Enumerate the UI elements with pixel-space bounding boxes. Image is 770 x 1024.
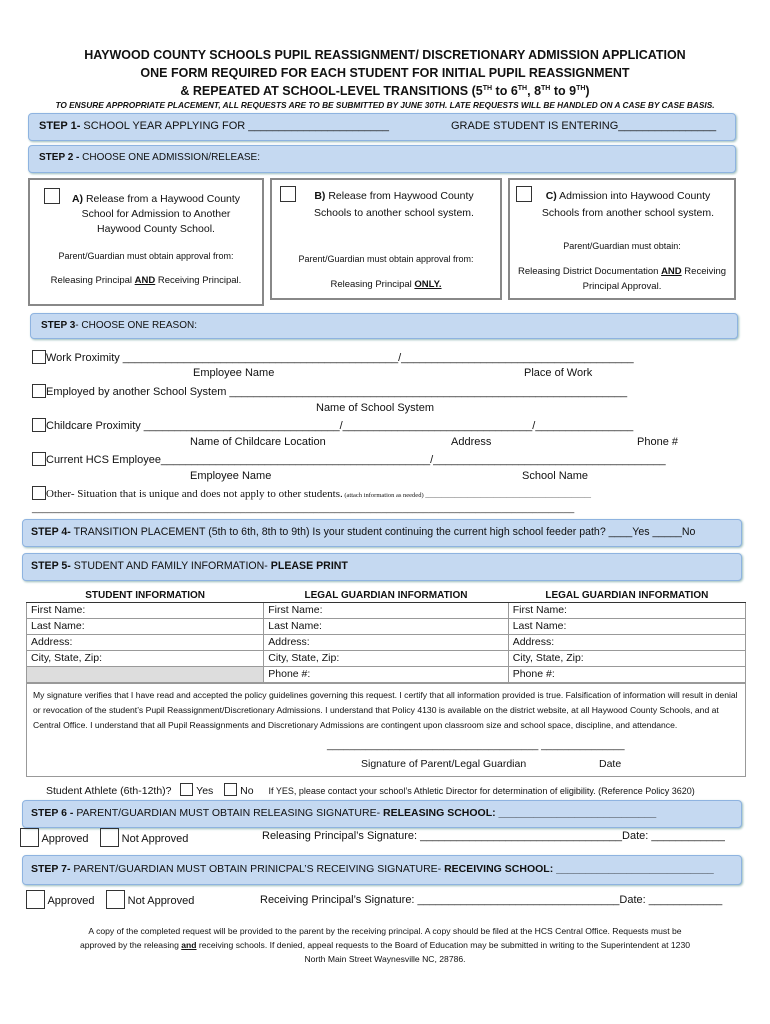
step7-label: STEP 7- PARENT/GUARDIAN MUST OBTAIN PRINICPAL’S RECEIVING SIGNATURE- RECEIVING SCHOOL: ___________________________: [31, 863, 714, 875]
step6-label: STEP 6 - PARENT/GUARDIAN MUST OBTAIN RELEASING SIGNATURE- RELEASING SCHOOL: ___________________________: [31, 807, 657, 819]
step6-approved-checkbox[interactable]: [20, 828, 39, 847]
step4-question: STEP 4- TRANSITION PLACEMENT (5th to 6th, 8th to 9th) Is your student continuing the current high school feeder path? ____Yes _____No: [31, 526, 696, 538]
option-c-title: C) Admission into Haywood County Schools from another school system.: [541, 190, 715, 219]
option-b-approval: Releasing Principal ONLY.: [330, 279, 442, 290]
step5-bar: [22, 553, 742, 581]
header-guardian-info-1: LEGAL GUARDIAN INFORMATION: [264, 589, 508, 603]
table-row: City, State, Zip: City, State, Zip: City, State, Zip:: [27, 651, 746, 667]
caption-phone: Phone #: [637, 436, 678, 448]
form-subtitle: ONE FORM REQUIRED FOR EACH STUDENT FOR INITIAL PUPIL REASSIGNMENT: [140, 66, 630, 80]
option-b-box: [270, 178, 502, 300]
option-c-note: Parent/Guardian must obtain:: [563, 241, 681, 251]
athlete-no-checkbox[interactable]: [224, 783, 237, 796]
option-a-note: Parent/Guardian must obtain approval from:: [58, 251, 234, 261]
receiving-principal-signature[interactable]: Receiving Principal’s Signature: _________________________________Date: ____________: [260, 894, 723, 906]
step6-approval-row: Approved Not Approved: [20, 828, 188, 847]
signature-box: [26, 683, 746, 777]
reason-employed-other-system[interactable]: Employed by another School System _________________________________________________________________: [32, 384, 627, 398]
step6-bar: [22, 800, 742, 828]
header-student-info: STUDENT INFORMATION: [27, 589, 264, 603]
certification-statement: My signature verifies that I have read and accepted the policy guidelines governing this request. I certify that all information provided is true. Falsification of information will result in denial or revocation of the student’s Pupil Reassignment/Discretionary Admissions. I understand that Policy 4130 is available on the district website, at all Haywood County Schools, and at Central Office. I understand that all Pupil Reassignments and Discretionary Admissions are contingent upon classroom size and school space, discipline, and attendance.: [33, 690, 738, 730]
student-athlete-row: Student Athlete (6th-12th)? Yes No If YES, please contact your school’s Athletic Director for determination of eligibility. (Reference Policy 3620): [46, 785, 695, 797]
step2-bar: [28, 145, 736, 173]
option-a-approval: Releasing Principal AND Receiving Principal.: [50, 275, 242, 286]
grade-entering[interactable]: GRADE STUDENT IS ENTERING________________: [451, 120, 717, 132]
step5-label: STEP 5- STUDENT AND FAMILY INFORMATION- PLEASE PRINT: [31, 560, 348, 572]
form-title: HAYWOOD COUNTY SCHOOLS PUPIL REASSIGNMENT/ DISCRETIONARY ADMISSION APPLICATION: [84, 48, 686, 62]
caption-childcare-location: Name of Childcare Location: [190, 436, 326, 448]
table-row: Phone #: Phone #:: [27, 667, 746, 683]
step7-not-approved-checkbox[interactable]: [106, 890, 125, 909]
option-a-title: A) Release from a Haywood County School for Admission to Another Haywood County School.: [71, 193, 241, 235]
reason-work-proximity[interactable]: Work Proximity _____________________________________________/______________________________________: [32, 350, 634, 364]
option-a-checkbox[interactable]: [44, 188, 60, 204]
reason-childcare-proximity[interactable]: Childcare Proximity ________________________________/_______________________________/________________: [32, 418, 633, 432]
reason-other[interactable]: Other- Situation that is unique and does not apply to other students. (attach information as needed) ___________________________________________________: [32, 486, 591, 500]
reason-hcs-employee[interactable]: Current HCS Employee____________________________________________/______________________________________: [32, 452, 666, 466]
option-b-title: B) Release from Haywood County Schools to another school system.: [314, 190, 474, 219]
option-c-box: [508, 178, 736, 300]
option-b-note: Parent/Guardian must obtain approval from:: [298, 254, 474, 264]
step3-bar: [30, 313, 738, 339]
table-row: First Name: First Name: First Name:: [27, 603, 746, 619]
signature-label: Signature of Parent/Legal Guardian: [361, 758, 527, 770]
option-c-approval: Releasing District Documentation AND Receiving Principal Approval.: [517, 266, 727, 292]
step1-bar: [28, 113, 736, 141]
step6-not-approved-checkbox[interactable]: [100, 828, 119, 847]
caption-place-of-work: Place of Work: [524, 367, 593, 379]
footer-note: A copy of the completed request will be provided to the parent by the receiving principal. A copy should be filed at the HCS Central Office. Requests must be approved by the releasing and receiving schools. If denied, appeal requests to the Board of Education may be submitted in writing to the Superintendent at 1230 North Main Street Waynesville NC, 28786.: [79, 926, 691, 964]
athlete-note: If YES, please contact your school’s Athletic Director for determination of eligibility. (Reference Policy 3620): [268, 786, 695, 796]
athlete-yes-checkbox[interactable]: [180, 783, 193, 796]
caption-address: Address: [451, 436, 492, 448]
step4-bar: [22, 519, 742, 547]
caption-hcs-employee-name: Employee Name: [190, 470, 272, 482]
athlete-question: Student Athlete (6th-12th)?: [46, 785, 172, 797]
option-a-box: [28, 178, 264, 306]
releasing-principal-signature[interactable]: Releasing Principal’s Signature: _________________________________Date: ____________: [262, 830, 725, 842]
family-info-table: [26, 589, 746, 683]
date-label: Date: [599, 758, 622, 770]
header-guardian-info-2: LEGAL GUARDIAN INFORMATION: [508, 589, 745, 603]
caption-school-name: School Name: [522, 470, 589, 482]
caption-employee-name: Employee Name: [193, 367, 275, 379]
signature-line[interactable]: ______________________________________ _______________: [327, 740, 625, 751]
table-row: Address: Address: Address:: [27, 635, 746, 651]
deadline-notice: TO ENSURE APPROPRIATE PLACEMENT, ALL REQUESTS ARE TO BE SUBMITTED BY JUNE 30TH. LATE REQUESTS WILL BE HANDLED ON A CASE BY CASE BASIS.: [55, 100, 715, 110]
option-b-checkbox[interactable]: [280, 186, 296, 202]
form-subtitle-2: & REPEATED AT SCHOOL-LEVEL TRANSITIONS (5TH to 6TH, 8TH to 9TH): [180, 84, 590, 98]
table-row: Last Name: Last Name: Last Name:: [27, 619, 746, 635]
step3-label: STEP 3- CHOOSE ONE REASON:: [41, 320, 197, 331]
step7-bar: [22, 855, 742, 885]
step1-label: STEP 1- SCHOOL YEAR APPLYING FOR _______________________: [39, 120, 389, 132]
step7-approved-checkbox[interactable]: [26, 890, 45, 909]
step7-approval-row: Approved Not Approved: [26, 890, 194, 909]
caption-school-system: Name of School System: [316, 402, 434, 414]
step2-label: STEP 2 - CHOOSE ONE ADMISSION/RELEASE:: [39, 152, 260, 163]
other-extra-line[interactable]: ________________________________________________________________________________________________________: [32, 502, 575, 513]
